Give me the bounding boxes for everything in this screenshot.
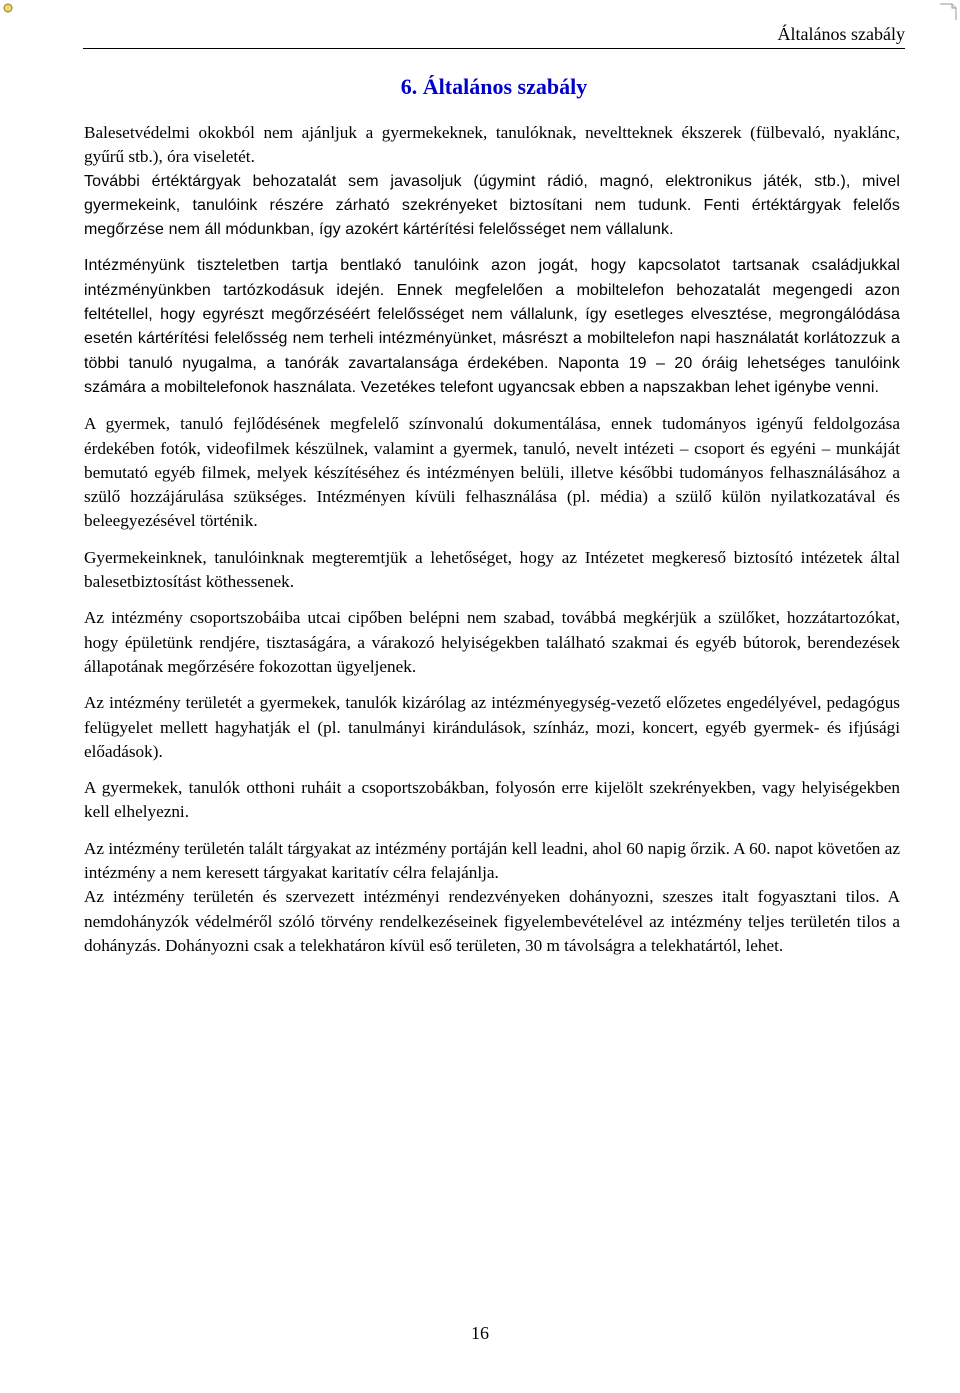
paragraph-leaving-premises: Az intézmény területét a gyermekek, tanulók kizárólag az intézményegység-vezető előzetes engedélyével, pedagógus felügyelet mellett hagyhatják el (pl. tanulmányi kirándulások, színház, mozi, koncert, egyéb gyermek- és ifjúsági előadások). — [84, 693, 900, 761]
paragraph-insurance: Gyermekeinknek, tanulóinknak megteremtjük a lehetőséget, hogy az Intézetet megkereső biztosító intézetek által balesetbiztosítást köthessenek. — [84, 547, 900, 592]
paragraph-clothing: A gyermekek, tanulók otthoni ruháit a csoportszobákban, folyosón erre kijelölt szekrényekben, vagy helyiségekben kell elhelyezni. — [84, 778, 900, 822]
paragraph-lost-items: Az intézmény területén talált tárgyakat az intézmény portáján kell leadni, ahol 60 napig őrzik. A 60. napot követően az intézmény a nem keresett tárgyakat karitatív célra felajánlja. — [84, 838, 900, 883]
paragraph-smoking: Az intézmény területén és szervezett intézményi rendezvényeken dohányozni, szeszes italt fogyasztani tilos. A nemdohányzók védelméről szóló törvény rendelkezéseinek figyelembevételével az intézmény teljes területén tilos a dohányzás. Dohányozni csak a telekhatáron kívül eső területen, 30 m távolságra a telekhatártól, lehet. — [84, 887, 900, 955]
paragraph-jewelry: Balesetvédelmi okokból nem ajánljuk a gyermekeknek, tanulóknak, neveltteknek ékszerek (fülbevaló, nyaklánc, gyűrű stb.), óra viseletét. — [84, 123, 900, 167]
running-header: Általános szabály — [83, 22, 905, 49]
section-title: 6. Általános szabály — [400, 74, 588, 99]
paragraph-mobile-phones: Intézményünk tiszteletben tartja bentlakó tanulóink azon jogát, hogy kapcsolatot tartsanak családjukkal intézményünkben tartózkodásuk idején. Ennek megfelelően a mobiltelefon behozatalát megengedi azon feltétellel, hogy egyrészt megőrzéséért felelősséget nem vállalunk, így esetleges elvesztése, megrongálódása esetén kártérítési felelősség nem terheli intézményünket, másrészt a mobiltelefon napi használatát korlátozzuk a többi tanuló nyugalma, a tanórák zavartalansága érdekében. Naponta 19 – 20 óráig lehetséges tanulóink számára a mobiltelefonok használata. Vezetékes telefont ugyancsak ebben a napszakban lehet igénybe venni. — [84, 257, 900, 396]
paragraph-valuables: További értéktárgyak behozatalát sem javasoljuk (úgymint rádió, magnó, elektronikus játék, stb.), mivel gyermekeink, tanulóink részére zárható szekrényeket biztosítani nem tudunk. Fenti értéktárgyak felelős megőrzése nem áll módunkban, így azokért kártérítési felelősséget nem vállalunk. — [84, 172, 900, 239]
page-corner-icon — [938, 2, 958, 22]
paragraph-documentation: A gyermek, tanuló fejlődésének megfelelő színvonalú dokumentálása, ennek tudományos igényű feldolgozása érdekében fotók, videofilmek készülnek, valamint a gyermek, tanuló, nevelt intézeti – csoport és egyéni – munkáját bemutató egyéb filmek, melyek készítéséhez és intézményen belüli, illetve későbbi tudományos felhasználásához a szülő hozzájárulása szükséges. Intézményen kívüli felhasználása (pl. média) a szülő külön nyilatkozatával és beleegyezésével történik. — [84, 414, 900, 531]
page-number: 16 — [471, 1323, 489, 1343]
document-body — [84, 121, 900, 970]
paragraph-group-rooms: Az intézmény csoportszobáiba utcai cipőben belépni nem szabad, továbbá megkérjük a szülőket, hozzátartozókat, hogy épületünk rendjére, tisztaságára, a várakozó helyiségekben található szakmai és egyéb bútorok, berendezések állapotának megőrzésére fokozottan ügyeljenek. — [84, 608, 900, 676]
pin-icon — [2, 2, 14, 14]
